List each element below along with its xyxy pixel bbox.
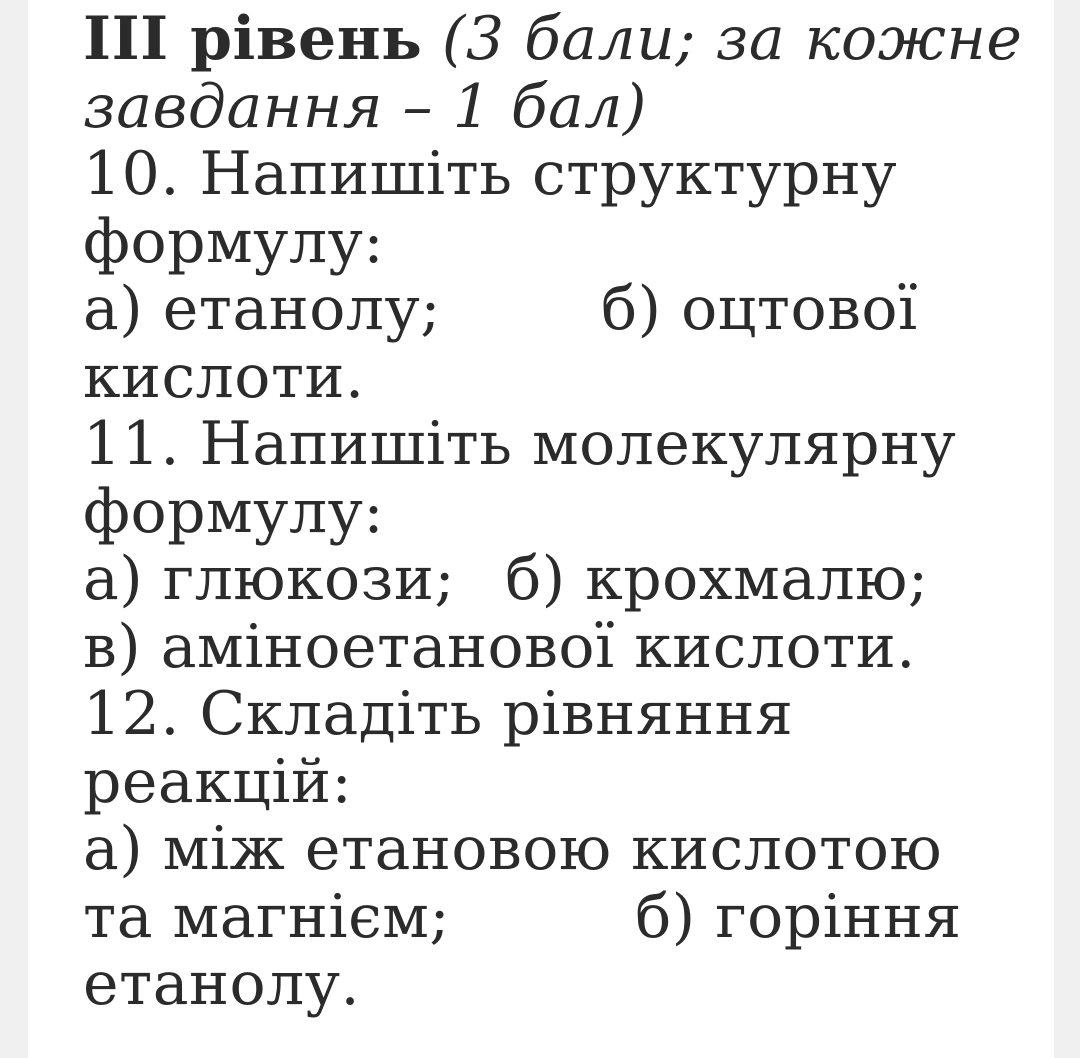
task10-option-b: б) оцтової [600, 274, 918, 344]
task12-title-line2: реакцій: [83, 746, 353, 817]
heading-line-2: завдання – 1 бал) [83, 71, 647, 142]
task12-title-line1: 12. Складіть рівняння [83, 679, 794, 749]
task12-option-a-line2: та магнієм; [83, 881, 451, 952]
heading-line-1 [83, 6, 1043, 74]
task10-options [83, 276, 1043, 344]
task11-title-line1: 11. Напишіть молекулярну [83, 409, 957, 479]
task10-option-a: а) етанолу; [83, 274, 441, 344]
task10-option-b-cont: кислоти. [83, 341, 365, 412]
task10-title-line1: 10. Напишіть структурну [83, 139, 898, 209]
task11-options-ab [83, 546, 1043, 614]
task12-option-b-cont: етанолу. [83, 949, 361, 1019]
task11-option-c: в) аміноетанової кислоти. [83, 611, 916, 682]
level-title: III рівень [83, 4, 423, 74]
task12-options [83, 881, 1043, 952]
task11-option-a: а) глюкози; [83, 544, 456, 614]
task11-title-line2: формулу: [83, 476, 385, 547]
document-page [28, 0, 1054, 1058]
exercise-text [83, 6, 1043, 1019]
task10-title-line2: формулу: [83, 206, 385, 277]
task12-option-a-line1: а) між етановою кислотою [83, 814, 943, 884]
task12-option-b: б) горіння [635, 881, 962, 952]
points-note: (3 бали; за кожне [441, 4, 1023, 74]
task11-option-b: б) крохмалю; [505, 544, 929, 614]
